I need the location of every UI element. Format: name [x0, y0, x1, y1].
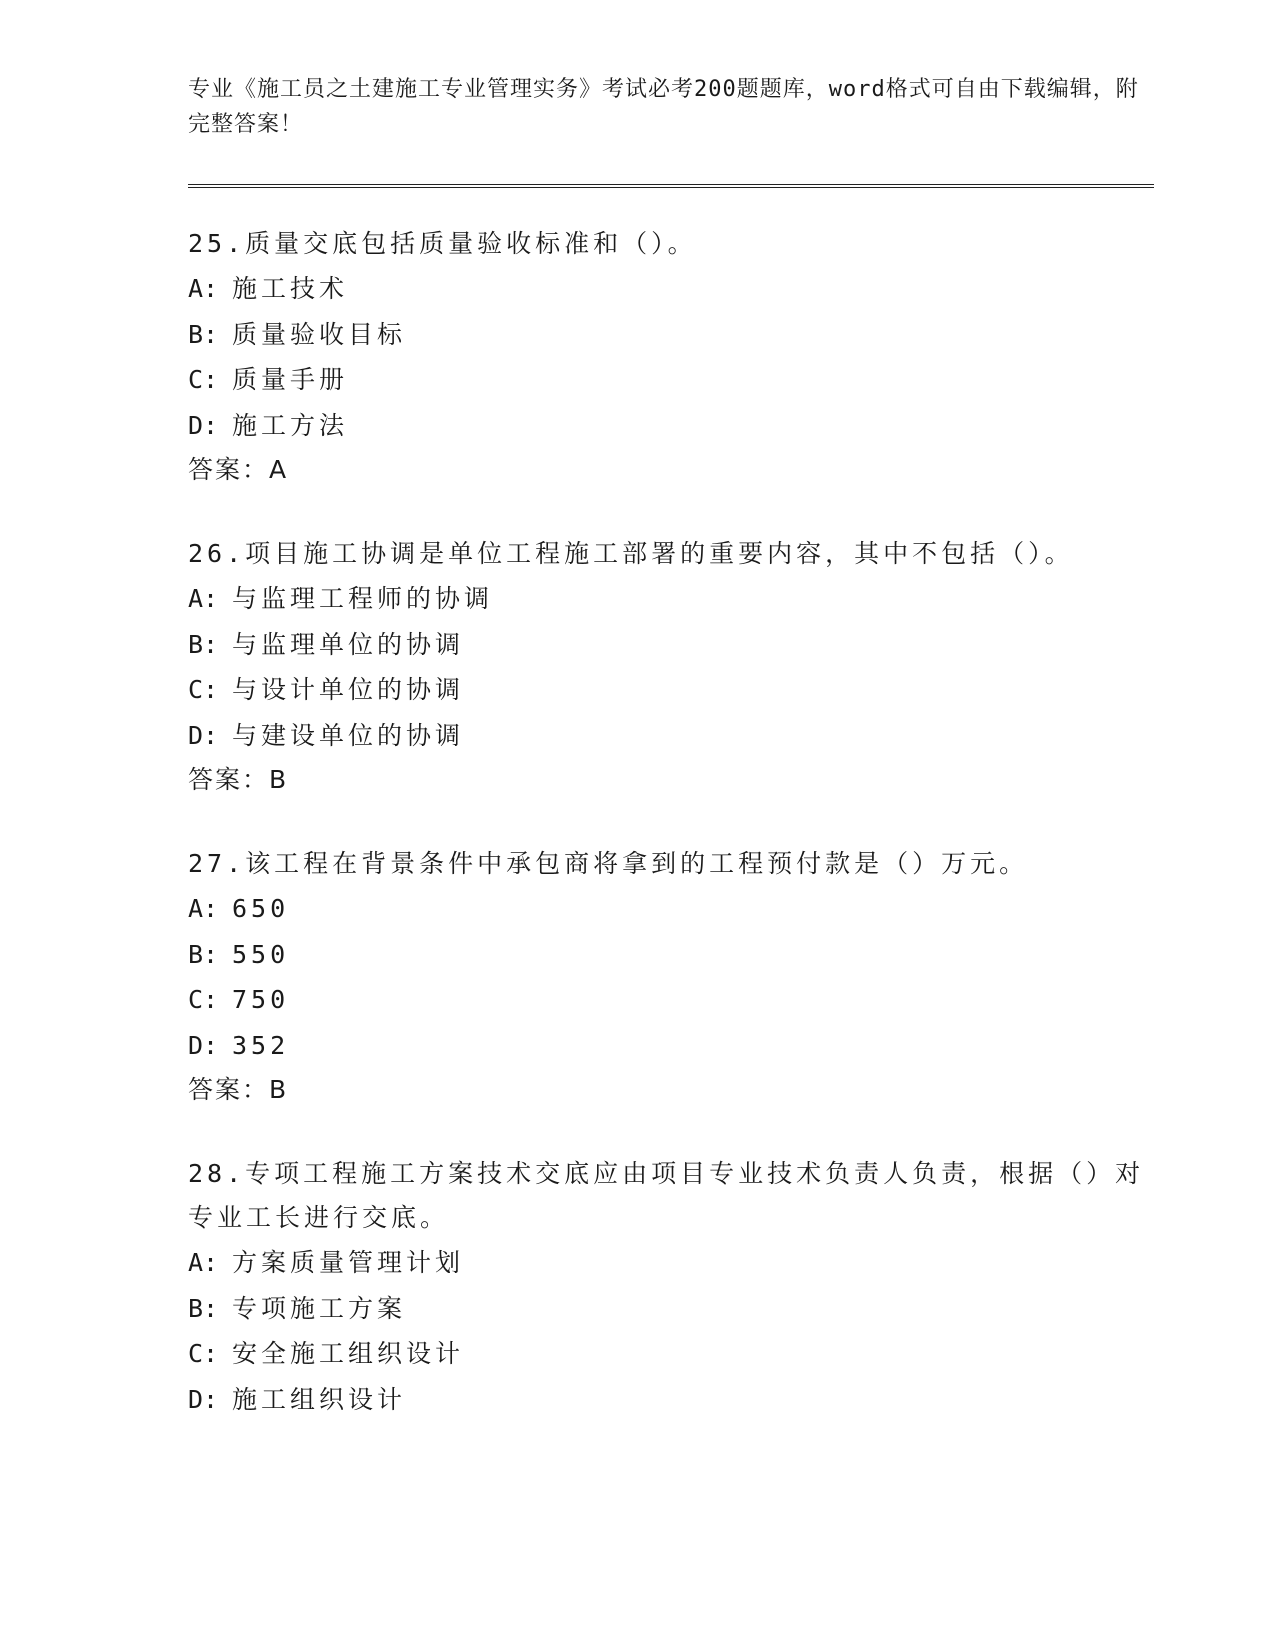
- option-b: [188, 932, 1158, 978]
- option-key: B:: [188, 629, 219, 659]
- option-key: D:: [188, 410, 219, 440]
- option-key: D:: [188, 1384, 219, 1414]
- option-text: 352: [232, 1030, 290, 1060]
- option-c: [188, 357, 1158, 403]
- option-key: A:: [188, 1248, 219, 1277]
- option-b: [188, 1286, 1158, 1332]
- option-text: 安全施工组织设计: [232, 1339, 465, 1368]
- answer-line: 答案：A: [188, 455, 289, 484]
- option-key: D:: [188, 720, 219, 750]
- option-c: [188, 977, 1158, 1023]
- option-key: A:: [188, 894, 219, 923]
- option-d: [188, 713, 1158, 759]
- option-text: 施工组织设计: [232, 1384, 407, 1414]
- question-stem: 27.该工程在背景条件中承包商将拿到的工程预付款是（）万元。: [188, 849, 1029, 878]
- option-text: 质量验收目标: [232, 319, 407, 349]
- option-d: [188, 1023, 1158, 1069]
- question-item: [188, 842, 1158, 1112]
- option-key: C:: [188, 675, 219, 704]
- option-text: 650: [232, 894, 290, 923]
- question-list: [188, 222, 1158, 1422]
- option-a: [188, 266, 1158, 312]
- document-page: [188, 72, 1158, 1462]
- option-text: 750: [232, 985, 290, 1014]
- question-item: [188, 532, 1158, 802]
- option-key: B:: [188, 1293, 219, 1323]
- option-text: 施工方法: [232, 410, 349, 440]
- answer-line: 答案：B: [188, 765, 289, 794]
- option-c: [188, 1331, 1158, 1377]
- answer-line: 答案：B: [188, 1075, 289, 1104]
- option-text: 与监理单位的协调: [232, 629, 465, 659]
- option-text: 施工技术: [232, 274, 349, 303]
- option-key: C:: [188, 985, 219, 1014]
- option-key: A:: [188, 274, 219, 303]
- option-text: 质量手册: [232, 365, 349, 394]
- question-stem: 28.专项工程施工方案技术交底应由项目专业技术负责人负责，根据（）对专业工长进行交底。: [188, 1159, 1145, 1232]
- option-key: C:: [188, 365, 219, 394]
- option-text: 与建设单位的协调: [232, 720, 465, 750]
- question-item: [188, 222, 1158, 492]
- option-text: 方案质量管理计划: [232, 1248, 465, 1277]
- option-b: [188, 312, 1158, 358]
- option-c: [188, 667, 1158, 713]
- option-text: 550: [232, 939, 290, 969]
- option-d: [188, 1377, 1158, 1423]
- question-stem: 26.项目施工协调是单位工程施工部署的重要内容，其中不包括（）。: [188, 539, 1074, 568]
- option-text: 与监理工程师的协调: [232, 584, 494, 613]
- option-text: 专项施工方案: [232, 1293, 407, 1323]
- option-key: B:: [188, 319, 219, 349]
- question-item: [188, 1152, 1158, 1422]
- question-stem: 25.质量交底包括质量验收标准和（）。: [188, 229, 697, 258]
- option-key: B:: [188, 939, 219, 969]
- option-a: [188, 886, 1158, 932]
- option-a: [188, 1240, 1158, 1286]
- option-key: A:: [188, 584, 219, 613]
- option-d: [188, 403, 1158, 449]
- document-header: 专业《施工员之土建施工专业管理实务》考试必考200题题库，word格式可自由下载编辑，附完整答案！: [188, 77, 1139, 137]
- option-text: 与设计单位的协调: [232, 675, 465, 704]
- option-a: [188, 576, 1158, 622]
- option-key: C:: [188, 1339, 219, 1368]
- option-b: [188, 622, 1158, 668]
- option-key: D:: [188, 1030, 219, 1060]
- header-divider: [188, 184, 1154, 188]
